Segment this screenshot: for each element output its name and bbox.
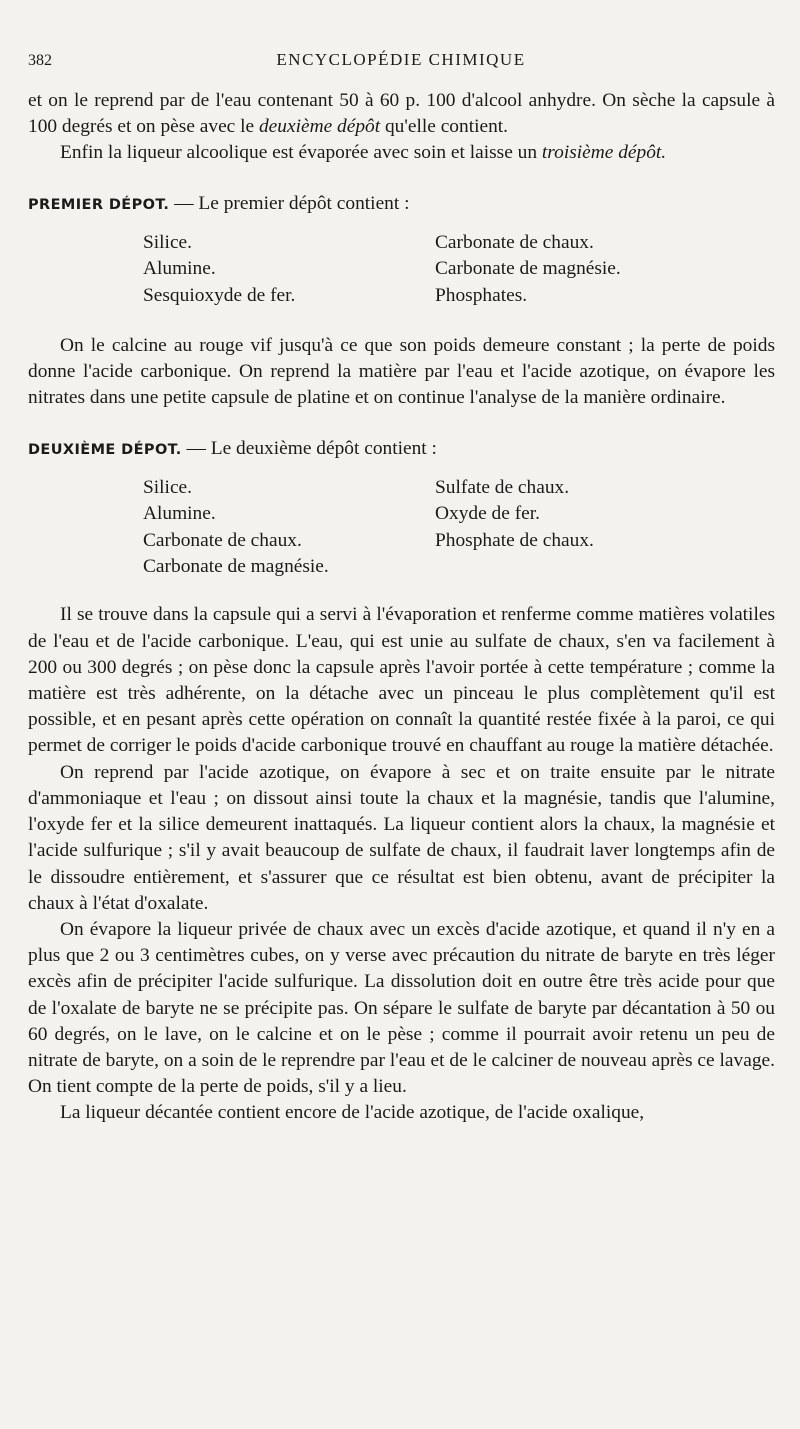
list-item: Phosphate de chaux.: [435, 529, 594, 551]
list-item: Sulfate de chaux.: [435, 476, 570, 498]
list-item: Sesquioxyde de fer.: [143, 284, 296, 306]
deuxieme-heading-label: DEUXIÈME DÉPOT.: [28, 441, 182, 458]
intro-paragraph-2: [28, 140, 775, 166]
deuxieme-depot-list: [143, 475, 775, 581]
intro-emphasis-2: troisième dépôt.: [541, 142, 667, 164]
list-item: Silice.: [143, 476, 193, 498]
body-paragraph: On reprend par l'acide azotique, on évapore à sec et on traite ensuite par le nitrate d'ammoniaque et l'eau ; on dissout ainsi toute la chaux et la magnésie, tandis que l'alumine, l'oxyde fer et la silice demeurent inattaqués. La liqueur contient alors la chaux, la magnésie et l'acide sulfurique ; s'il y avait beaucoup de sulfate de chaux, il faudrait laver longtemps afin de le dissoudre entièrement, et s'assurer que ce résultat est bien obtenu, avant de précipiter la chaux à l'état d'oxalate.: [28, 761, 775, 914]
page-header: [28, 46, 774, 76]
premier-heading-text: — Le premier dépôt contient :: [169, 192, 410, 214]
list-item: Oxyde de fer.: [435, 503, 540, 525]
intro-text-b: qu'elle contient.: [380, 116, 509, 138]
deuxieme-depot-heading: [28, 436, 775, 463]
body-paragraph: Il se trouve dans la capsule qui a servi à l'évaporation et renferme comme matières volatiles de l'eau et de l'acide carbonique. L'eau, qui est unie au sulfate de chaux, s'en va facilement à 200 ou 300 degrés ; on pèse donc la capsule après l'avoir portée à cette température ; comme la matière est très adhérente, on la détache avec un pinceau le plus complètement qu'il est possible, et en pesant après cette opération on connaît la quantité restée fixée à la paroi, ce qui permet de corriger le poids d'acide carbonique trouvé en chauffant au rouge la matière détachée.: [28, 604, 775, 757]
list-item: Alumine.: [143, 258, 216, 280]
list-item: Carbonate de magnésie.: [143, 556, 329, 578]
premier-depot-heading: [28, 191, 775, 218]
list-item: Phosphates.: [435, 284, 528, 306]
list-item: Alumine.: [143, 503, 216, 525]
intro-text-c: Enfin la liqueur alcoolique est évaporée avec soin et laisse un: [60, 142, 542, 164]
intro-paragraph-1: [28, 88, 775, 140]
intro-text-a: et on le reprend par de l'eau contenant 50 à 60 p. 100 d'alcool anhydre. On sèche la capsule à 100 degrés et on pèse avec le: [28, 90, 775, 138]
premier-depot-paragraph: On le calcine au rouge vif jusqu'à ce que son poids demeure constant ; la perte de poids donne l'acide carbonique. On reprend la matière par l'eau et l'acide azotique, on évapore les nitrates dans une petite capsule de platine et on continue l'analyse de la manière ordinaire.: [28, 335, 775, 409]
list-item: Silice.: [143, 231, 193, 253]
deuxieme-heading-text: — Le deuxième dépôt contient :: [181, 437, 437, 459]
list-item: Carbonate de chaux.: [435, 231, 594, 253]
list-item: [435, 554, 735, 580]
page-body: [28, 88, 775, 1127]
body-paragraph-last: La liqueur décantée contient encore de l'acide azotique, de l'acide oxalique,: [60, 1102, 645, 1124]
intro-emphasis-1: deuxième dépôt: [258, 116, 381, 138]
running-title: ENCYCLOPÉDIE CHIMIQUE: [276, 50, 526, 69]
list-item: Carbonate de magnésie.: [435, 258, 621, 280]
body-paragraph: On évapore la liqueur privée de chaux avec un excès d'acide azotique, et quand il n'y en a plus que 2 ou 3 centimètres cubes, on y verse avec précaution du nitrate de baryte en très léger excès afin de précipiter l'acide sulfurique. La dissolution doit en outre être très acide pour que de l'oxalate de baryte ne se précipite pas. On sépare le sulfate de baryte par décantation à 50 ou 60 degrés, on le lave, on le calcine et on le pèse ; comme il pourrait avoir retenu un peu de nitrate de baryte, on a soin de le reprendre par l'eau et de le calciner de nouveau après ce lavage. On tient compte de la perte de poids, s'il y a lieu.: [28, 918, 775, 1098]
premier-depot-list: [143, 230, 775, 309]
page-number: 382: [28, 52, 52, 69]
premier-heading-label: PREMIER DÉPOT.: [28, 196, 170, 213]
list-item: Carbonate de chaux.: [143, 529, 302, 551]
